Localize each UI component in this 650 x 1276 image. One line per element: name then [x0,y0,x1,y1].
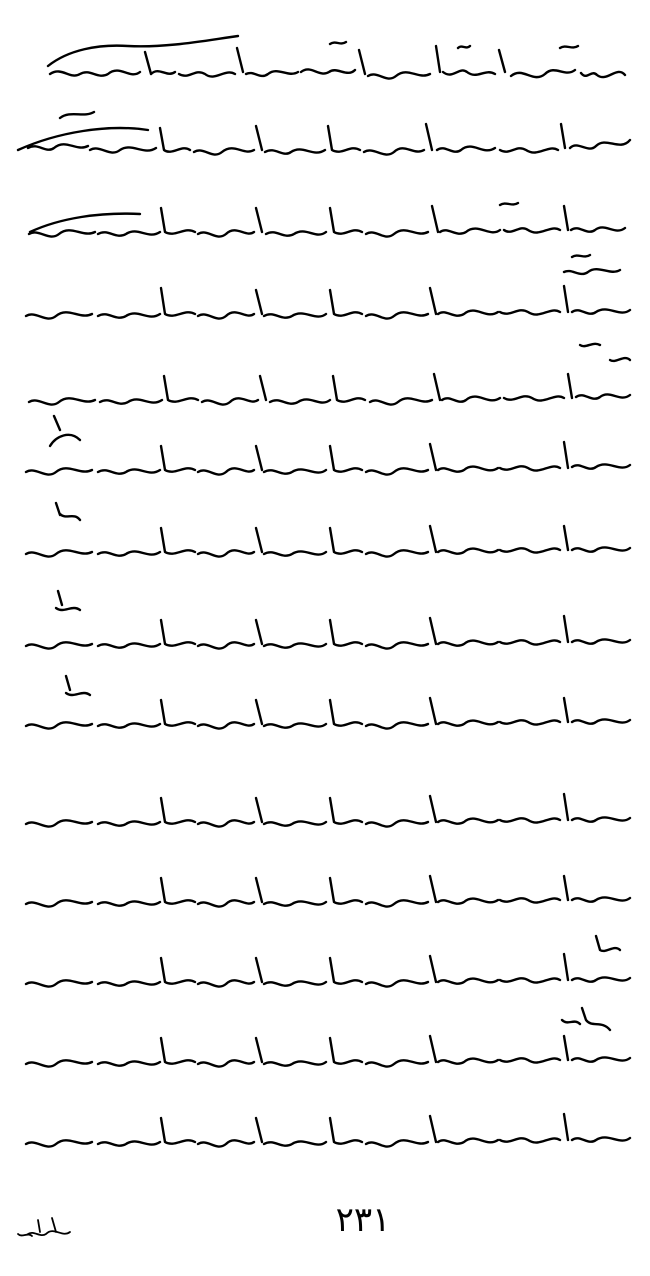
script-line-10 [26,794,630,827]
script-line-3 [29,203,625,237]
script-line-11 [26,876,630,907]
script-line-14 [26,1114,630,1147]
script-line-12 [26,936,630,987]
script-line-9 [26,676,630,729]
script-line-5 [29,344,630,405]
script-line-6 [26,416,630,475]
folio-number: ٢٣١ [335,1200,391,1240]
script-line-4 [26,255,630,319]
script-line-13 [26,1008,630,1067]
catchword [18,1218,70,1236]
script-line-8 [26,591,630,649]
script-line-1 [48,36,625,79]
script-line-2 [18,112,630,155]
script-line-7 [26,503,630,557]
